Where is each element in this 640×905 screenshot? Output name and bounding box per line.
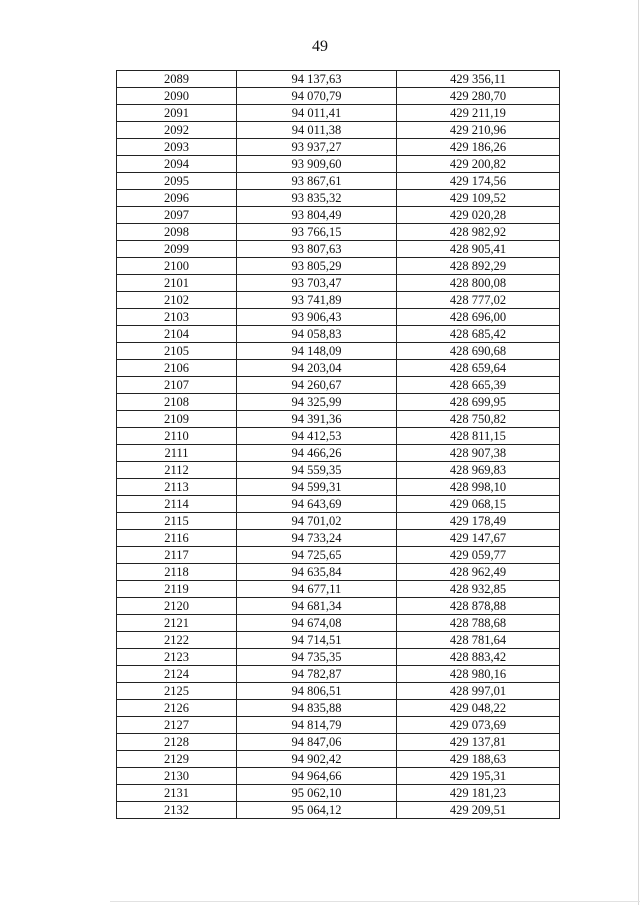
point-number-cell: 2110 bbox=[117, 428, 237, 445]
point-number-cell: 2130 bbox=[117, 768, 237, 785]
y-coordinate-cell: 429 073,69 bbox=[397, 717, 560, 734]
y-coordinate-cell: 428 905,41 bbox=[397, 241, 560, 258]
x-coordinate-cell: 95 062,10 bbox=[237, 785, 397, 802]
table-row bbox=[117, 258, 560, 275]
y-coordinate-cell: 429 188,63 bbox=[397, 751, 560, 768]
x-coordinate-cell: 94 902,42 bbox=[237, 751, 397, 768]
point-number-cell: 2103 bbox=[117, 309, 237, 326]
y-coordinate-cell: 429 195,31 bbox=[397, 768, 560, 785]
table-row bbox=[117, 241, 560, 258]
table-row bbox=[117, 462, 560, 479]
x-coordinate-cell: 94 058,83 bbox=[237, 326, 397, 343]
y-coordinate-cell: 428 659,64 bbox=[397, 360, 560, 377]
scan-edge-line bbox=[638, 0, 639, 905]
x-coordinate-cell: 93 741,89 bbox=[237, 292, 397, 309]
x-coordinate-cell: 94 847,06 bbox=[237, 734, 397, 751]
point-number-cell: 2127 bbox=[117, 717, 237, 734]
x-coordinate-cell: 94 466,26 bbox=[237, 445, 397, 462]
y-coordinate-cell: 428 690,68 bbox=[397, 343, 560, 360]
table-row bbox=[117, 309, 560, 326]
point-number-cell: 2101 bbox=[117, 275, 237, 292]
x-coordinate-cell: 94 011,41 bbox=[237, 105, 397, 122]
y-coordinate-cell: 428 781,64 bbox=[397, 632, 560, 649]
y-coordinate-cell: 428 892,29 bbox=[397, 258, 560, 275]
y-coordinate-cell: 428 932,85 bbox=[397, 581, 560, 598]
point-number-cell: 2104 bbox=[117, 326, 237, 343]
point-number-cell: 2090 bbox=[117, 88, 237, 105]
coordinates-table bbox=[116, 70, 560, 819]
x-coordinate-cell: 93 804,49 bbox=[237, 207, 397, 224]
table-row bbox=[117, 224, 560, 241]
y-coordinate-cell: 428 800,08 bbox=[397, 275, 560, 292]
page-number: 49 bbox=[312, 38, 328, 55]
table-row bbox=[117, 513, 560, 530]
table-row bbox=[117, 700, 560, 717]
y-coordinate-cell: 429 280,70 bbox=[397, 88, 560, 105]
point-number-cell: 2108 bbox=[117, 394, 237, 411]
y-coordinate-cell: 429 178,49 bbox=[397, 513, 560, 530]
x-coordinate-cell: 94 325,99 bbox=[237, 394, 397, 411]
y-coordinate-cell: 428 696,00 bbox=[397, 309, 560, 326]
point-number-cell: 2125 bbox=[117, 683, 237, 700]
y-coordinate-cell: 429 356,11 bbox=[397, 71, 560, 88]
x-coordinate-cell: 94 681,34 bbox=[237, 598, 397, 615]
point-number-cell: 2109 bbox=[117, 411, 237, 428]
x-coordinate-cell: 94 714,51 bbox=[237, 632, 397, 649]
table-row bbox=[117, 734, 560, 751]
point-number-cell: 2119 bbox=[117, 581, 237, 598]
point-number-cell: 2115 bbox=[117, 513, 237, 530]
table-row bbox=[117, 156, 560, 173]
table-row bbox=[117, 615, 560, 632]
y-coordinate-cell: 428 750,82 bbox=[397, 411, 560, 428]
table-row bbox=[117, 785, 560, 802]
y-coordinate-cell: 429 174,56 bbox=[397, 173, 560, 190]
point-number-cell: 2114 bbox=[117, 496, 237, 513]
x-coordinate-cell: 95 064,12 bbox=[237, 802, 397, 819]
y-coordinate-cell: 429 109,52 bbox=[397, 190, 560, 207]
point-number-cell: 2121 bbox=[117, 615, 237, 632]
y-coordinate-cell: 428 685,42 bbox=[397, 326, 560, 343]
table-row bbox=[117, 802, 560, 819]
table-row bbox=[117, 190, 560, 207]
x-coordinate-cell: 93 766,15 bbox=[237, 224, 397, 241]
y-coordinate-cell: 428 969,83 bbox=[397, 462, 560, 479]
y-coordinate-cell: 429 059,77 bbox=[397, 547, 560, 564]
point-number-cell: 2117 bbox=[117, 547, 237, 564]
table-row bbox=[117, 479, 560, 496]
x-coordinate-cell: 94 701,02 bbox=[237, 513, 397, 530]
y-coordinate-cell: 429 020,28 bbox=[397, 207, 560, 224]
table-row bbox=[117, 71, 560, 88]
x-coordinate-cell: 94 412,53 bbox=[237, 428, 397, 445]
x-coordinate-cell: 94 070,79 bbox=[237, 88, 397, 105]
x-coordinate-cell: 94 835,88 bbox=[237, 700, 397, 717]
table-row bbox=[117, 530, 560, 547]
point-number-cell: 2113 bbox=[117, 479, 237, 496]
x-coordinate-cell: 93 805,29 bbox=[237, 258, 397, 275]
table-row bbox=[117, 377, 560, 394]
x-coordinate-cell: 94 137,63 bbox=[237, 71, 397, 88]
point-number-cell: 2094 bbox=[117, 156, 237, 173]
y-coordinate-cell: 428 878,88 bbox=[397, 598, 560, 615]
point-number-cell: 2098 bbox=[117, 224, 237, 241]
table-row bbox=[117, 717, 560, 734]
point-number-cell: 2120 bbox=[117, 598, 237, 615]
y-coordinate-cell: 428 980,16 bbox=[397, 666, 560, 683]
x-coordinate-cell: 94 733,24 bbox=[237, 530, 397, 547]
y-coordinate-cell: 428 982,92 bbox=[397, 224, 560, 241]
y-coordinate-cell: 428 811,15 bbox=[397, 428, 560, 445]
table-row bbox=[117, 292, 560, 309]
coordinates-table-body bbox=[117, 71, 560, 819]
x-coordinate-cell: 94 635,84 bbox=[237, 564, 397, 581]
table-row bbox=[117, 173, 560, 190]
point-number-cell: 2100 bbox=[117, 258, 237, 275]
x-coordinate-cell: 94 964,66 bbox=[237, 768, 397, 785]
x-coordinate-cell: 93 835,32 bbox=[237, 190, 397, 207]
table-row bbox=[117, 360, 560, 377]
point-number-cell: 2122 bbox=[117, 632, 237, 649]
table-row bbox=[117, 666, 560, 683]
x-coordinate-cell: 93 909,60 bbox=[237, 156, 397, 173]
y-coordinate-cell: 429 210,96 bbox=[397, 122, 560, 139]
table-row bbox=[117, 88, 560, 105]
y-coordinate-cell: 428 997,01 bbox=[397, 683, 560, 700]
point-number-cell: 2111 bbox=[117, 445, 237, 462]
x-coordinate-cell: 93 867,61 bbox=[237, 173, 397, 190]
x-coordinate-cell: 94 814,79 bbox=[237, 717, 397, 734]
x-coordinate-cell: 94 260,67 bbox=[237, 377, 397, 394]
table-row bbox=[117, 105, 560, 122]
y-coordinate-cell: 428 998,10 bbox=[397, 479, 560, 496]
table-row bbox=[117, 343, 560, 360]
y-coordinate-cell: 428 907,38 bbox=[397, 445, 560, 462]
y-coordinate-cell: 429 068,15 bbox=[397, 496, 560, 513]
y-coordinate-cell: 428 962,49 bbox=[397, 564, 560, 581]
point-number-cell: 2093 bbox=[117, 139, 237, 156]
point-number-cell: 2129 bbox=[117, 751, 237, 768]
x-coordinate-cell: 94 203,04 bbox=[237, 360, 397, 377]
x-coordinate-cell: 94 643,69 bbox=[237, 496, 397, 513]
point-number-cell: 2106 bbox=[117, 360, 237, 377]
table-row bbox=[117, 751, 560, 768]
point-number-cell: 2123 bbox=[117, 649, 237, 666]
point-number-cell: 2089 bbox=[117, 71, 237, 88]
y-coordinate-cell: 429 211,19 bbox=[397, 105, 560, 122]
table-row bbox=[117, 564, 560, 581]
point-number-cell: 2131 bbox=[117, 785, 237, 802]
point-number-cell: 2091 bbox=[117, 105, 237, 122]
y-coordinate-cell: 428 665,39 bbox=[397, 377, 560, 394]
table-row bbox=[117, 445, 560, 462]
x-coordinate-cell: 93 807,63 bbox=[237, 241, 397, 258]
point-number-cell: 2116 bbox=[117, 530, 237, 547]
y-coordinate-cell: 429 186,26 bbox=[397, 139, 560, 156]
table-row bbox=[117, 139, 560, 156]
point-number-cell: 2126 bbox=[117, 700, 237, 717]
point-number-cell: 2099 bbox=[117, 241, 237, 258]
y-coordinate-cell: 429 137,81 bbox=[397, 734, 560, 751]
x-coordinate-cell: 93 937,27 bbox=[237, 139, 397, 156]
y-coordinate-cell: 429 181,23 bbox=[397, 785, 560, 802]
scan-bottom-line bbox=[110, 901, 640, 902]
point-number-cell: 2092 bbox=[117, 122, 237, 139]
y-coordinate-cell: 428 788,68 bbox=[397, 615, 560, 632]
table-row bbox=[117, 632, 560, 649]
table-row bbox=[117, 326, 560, 343]
x-coordinate-cell: 94 011,38 bbox=[237, 122, 397, 139]
table-row bbox=[117, 428, 560, 445]
x-coordinate-cell: 94 677,11 bbox=[237, 581, 397, 598]
point-number-cell: 2095 bbox=[117, 173, 237, 190]
x-coordinate-cell: 93 703,47 bbox=[237, 275, 397, 292]
y-coordinate-cell: 428 699,95 bbox=[397, 394, 560, 411]
table-row bbox=[117, 649, 560, 666]
y-coordinate-cell: 429 048,22 bbox=[397, 700, 560, 717]
x-coordinate-cell: 94 725,65 bbox=[237, 547, 397, 564]
table-row bbox=[117, 411, 560, 428]
y-coordinate-cell: 429 209,51 bbox=[397, 802, 560, 819]
point-number-cell: 2124 bbox=[117, 666, 237, 683]
x-coordinate-cell: 94 559,35 bbox=[237, 462, 397, 479]
table-row bbox=[117, 394, 560, 411]
point-number-cell: 2128 bbox=[117, 734, 237, 751]
table-row bbox=[117, 275, 560, 292]
x-coordinate-cell: 94 806,51 bbox=[237, 683, 397, 700]
table-row bbox=[117, 598, 560, 615]
x-coordinate-cell: 94 391,36 bbox=[237, 411, 397, 428]
y-coordinate-cell: 428 777,02 bbox=[397, 292, 560, 309]
point-number-cell: 2097 bbox=[117, 207, 237, 224]
table-row bbox=[117, 207, 560, 224]
x-coordinate-cell: 94 782,87 bbox=[237, 666, 397, 683]
x-coordinate-cell: 94 599,31 bbox=[237, 479, 397, 496]
table-row bbox=[117, 547, 560, 564]
table-row bbox=[117, 122, 560, 139]
x-coordinate-cell: 94 148,09 bbox=[237, 343, 397, 360]
y-coordinate-cell: 429 147,67 bbox=[397, 530, 560, 547]
x-coordinate-cell: 93 906,43 bbox=[237, 309, 397, 326]
table-row bbox=[117, 496, 560, 513]
x-coordinate-cell: 94 735,35 bbox=[237, 649, 397, 666]
point-number-cell: 2102 bbox=[117, 292, 237, 309]
table-row bbox=[117, 768, 560, 785]
point-number-cell: 2132 bbox=[117, 802, 237, 819]
x-coordinate-cell: 94 674,08 bbox=[237, 615, 397, 632]
point-number-cell: 2107 bbox=[117, 377, 237, 394]
point-number-cell: 2112 bbox=[117, 462, 237, 479]
point-number-cell: 2105 bbox=[117, 343, 237, 360]
y-coordinate-cell: 428 883,42 bbox=[397, 649, 560, 666]
point-number-cell: 2118 bbox=[117, 564, 237, 581]
y-coordinate-cell: 429 200,82 bbox=[397, 156, 560, 173]
table-row bbox=[117, 581, 560, 598]
point-number-cell: 2096 bbox=[117, 190, 237, 207]
table-row bbox=[117, 683, 560, 700]
